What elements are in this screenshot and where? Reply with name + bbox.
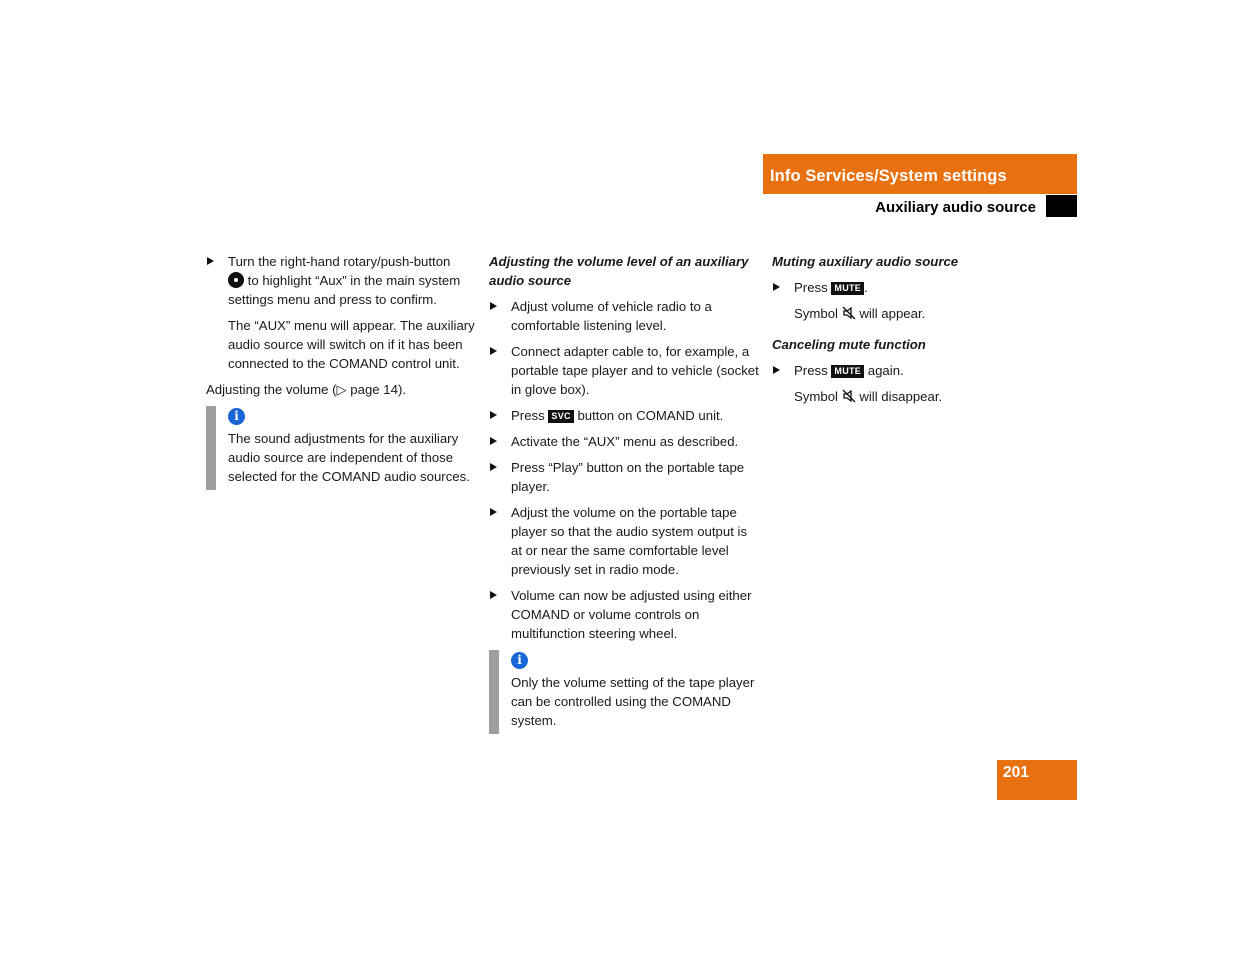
section-heading: Canceling mute function bbox=[772, 337, 926, 352]
instruction-step bbox=[772, 361, 1044, 380]
mute-key-label: MUTE bbox=[831, 365, 864, 378]
section-heading: Muting auxiliary audio source bbox=[772, 254, 959, 269]
triangle-bullet-icon bbox=[490, 591, 497, 599]
instruction-step bbox=[489, 458, 761, 496]
triangle-bullet-icon bbox=[490, 463, 497, 471]
speaker-muted-icon bbox=[842, 389, 856, 403]
section-subtitle: Auxiliary audio source bbox=[875, 199, 1036, 216]
rotary-knob-icon bbox=[228, 272, 244, 288]
triangle-bullet-icon bbox=[490, 437, 497, 445]
body-paragraph: Adjusting the volume (▷ page 14). bbox=[206, 382, 407, 397]
header-marker bbox=[1046, 195, 1077, 217]
step-text: to highlight “Aux” in the main system settings menu and press to confirm. bbox=[228, 273, 461, 307]
info-note bbox=[489, 650, 761, 734]
step-text: Volume can now be adjusted using either COMAND or volume controls on multifunction steering wheel. bbox=[511, 588, 752, 641]
section-title: Info Services/System settings bbox=[770, 167, 1007, 185]
instruction-step bbox=[489, 432, 761, 451]
info-note bbox=[206, 406, 478, 490]
info-icon: i bbox=[228, 408, 245, 425]
note-bar bbox=[489, 650, 499, 734]
step-text: Adjust volume of vehicle radio to a comfortable listening level. bbox=[511, 299, 712, 333]
step-text: Activate the “AUX” menu as described. bbox=[511, 434, 739, 449]
triangle-bullet-icon bbox=[207, 257, 214, 265]
triangle-bullet-icon bbox=[490, 347, 497, 355]
step-text: Turn the right-hand rotary/push-button bbox=[228, 254, 451, 269]
symbol-text: will appear. bbox=[859, 306, 926, 321]
instruction-step bbox=[489, 297, 761, 335]
step-text: Press bbox=[794, 363, 828, 378]
body-paragraph bbox=[772, 387, 1044, 406]
symbol-text: will disappear. bbox=[859, 389, 943, 404]
triangle-bullet-icon bbox=[773, 283, 780, 291]
step-text: Press bbox=[794, 280, 828, 295]
info-icon: i bbox=[511, 652, 528, 669]
step-text: again. bbox=[867, 363, 904, 378]
note-bar bbox=[206, 406, 216, 490]
note-text: The sound adjustments for the auxiliary audio source are independent of those selected for the COMAND audio sources. bbox=[228, 431, 470, 484]
instruction-step bbox=[489, 586, 761, 643]
body-paragraph bbox=[772, 304, 1044, 323]
step-text: Connect adapter cable to, for example, a portable tape player and to vehicle (socket in glove box). bbox=[511, 344, 759, 397]
svc-key-label: SVC bbox=[548, 410, 573, 423]
column-2 bbox=[489, 252, 761, 734]
page-number: 201 bbox=[1003, 764, 1029, 781]
body-paragraph: The “AUX” menu will appear. The auxiliary audio source will switch on if it has been connected to the COMAND control unit. bbox=[228, 318, 475, 371]
symbol-text: Symbol bbox=[794, 306, 838, 321]
step-text: button on COMAND unit. bbox=[577, 408, 724, 423]
section-heading: Adjusting the volume level of an auxiliary audio source bbox=[489, 254, 749, 288]
instruction-step bbox=[206, 252, 478, 309]
triangle-bullet-icon bbox=[490, 411, 497, 419]
column-1 bbox=[206, 252, 478, 490]
speaker-muted-icon bbox=[842, 306, 856, 320]
instruction-step bbox=[489, 342, 761, 399]
instruction-step bbox=[489, 406, 761, 425]
triangle-bullet-icon bbox=[773, 366, 780, 374]
mute-key-label: MUTE bbox=[831, 282, 864, 295]
step-text: Adjust the volume on the portable tape player so that the audio system output is at or near the same comfortable level previously set in radio mode. bbox=[511, 505, 748, 577]
step-text: Press bbox=[511, 408, 545, 423]
triangle-bullet-icon bbox=[490, 302, 497, 310]
instruction-step bbox=[489, 503, 761, 579]
step-text: Press “Play” button on the portable tape player. bbox=[511, 460, 745, 494]
step-text: . bbox=[864, 280, 868, 295]
note-text: Only the volume setting of the tape player can be controlled using the COMAND system. bbox=[511, 675, 755, 728]
symbol-text: Symbol bbox=[794, 389, 838, 404]
instruction-step bbox=[772, 278, 1044, 297]
triangle-bullet-icon bbox=[490, 508, 497, 516]
column-3 bbox=[772, 252, 1044, 413]
